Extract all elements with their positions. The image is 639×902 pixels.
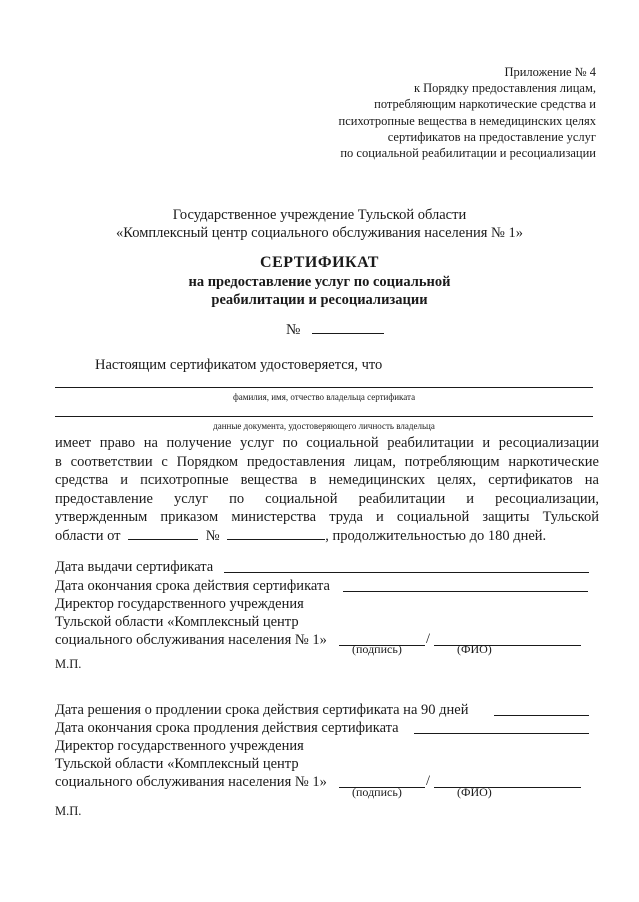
appendix-line: сертификатов на предоставление услуг bbox=[387, 129, 596, 144]
issue-date-label: Дата выдачи сертификата bbox=[55, 559, 214, 575]
appendix-line: к Порядку предоставления лицам, bbox=[413, 81, 596, 96]
certificate-number bbox=[286, 322, 384, 339]
director-label: Тульской области «Комплексный центр bbox=[55, 614, 299, 630]
fio-caption-label: (ФИО) bbox=[457, 642, 492, 656]
order-date-blank[interactable] bbox=[128, 539, 198, 540]
number-blank[interactable] bbox=[312, 333, 384, 334]
issue-date-blank[interactable] bbox=[224, 572, 589, 573]
appendix-line: по социальной реабилитации и ресоциализации bbox=[340, 146, 596, 161]
body-line: средства и психотропные вещества в немедицинских целях, сертификатов на bbox=[55, 472, 599, 489]
extension-end-blank[interactable] bbox=[414, 733, 589, 734]
end-date-blank[interactable] bbox=[343, 591, 588, 592]
signature-caption: (подпись) bbox=[352, 785, 402, 799]
title-sub: реабилитации и ресоциализации bbox=[211, 292, 428, 308]
intro-text: Настоящим сертификатом удостоверяется, что bbox=[95, 357, 383, 373]
fio-caption: фамилия, имя, отчество владельца сертификата bbox=[232, 392, 416, 402]
director-label: Директор государственного учреждения bbox=[55, 596, 304, 612]
director-label: социального обслуживания населения № 1» bbox=[55, 632, 327, 648]
document-caption: данные документа, удостоверяющего личность владельца bbox=[213, 421, 435, 431]
stamp-placeholder: М.П. bbox=[55, 804, 82, 818]
extension-date-label: Дата решения о продлении срока действия сертификата на 90 дней bbox=[55, 702, 469, 718]
stamp-placeholder: М.П. bbox=[55, 657, 82, 671]
extension-end-label: Дата окончания срока продления действия сертификата bbox=[55, 720, 399, 736]
organization-name bbox=[0, 206, 639, 242]
appendix-line: потребляющим наркотические средства и bbox=[374, 97, 596, 112]
order-number-label: № bbox=[205, 527, 220, 544]
director-label: Директор государственного учреждения bbox=[55, 738, 304, 754]
body-text-fragment: области от bbox=[55, 527, 121, 544]
body-line: утвержденным приказом министерства труда и социальной защиты Тульской bbox=[55, 509, 599, 526]
document-blank-line[interactable] bbox=[55, 416, 593, 417]
body-paragraph bbox=[55, 434, 599, 546]
appendix-line: психотропные вещества в немедицинских целях bbox=[338, 113, 596, 128]
appendix-block bbox=[339, 64, 596, 161]
order-number-blank[interactable] bbox=[227, 539, 325, 540]
signature-caption: (подпись) bbox=[352, 642, 402, 656]
body-line: в соответствии с Порядком предоставления лицам, потребляющим наркотические bbox=[55, 453, 599, 470]
fio-caption-label: (ФИО) bbox=[457, 785, 492, 799]
organization-line: Государственное учреждение Тульской области bbox=[172, 207, 467, 223]
title-main: СЕРТИФИКАТ bbox=[260, 254, 379, 271]
slash-separator: / bbox=[426, 631, 431, 647]
title-sub: на предоставление услуг по социальной bbox=[188, 274, 451, 290]
body-line: предоставление услуг по социальной реабилитации и ресоциализации, bbox=[55, 490, 599, 507]
appendix-line: Приложение № 4 bbox=[504, 65, 596, 79]
body-line-last bbox=[55, 527, 599, 546]
certificate-title bbox=[0, 253, 639, 309]
director-label: Тульской области «Комплексный центр bbox=[55, 756, 299, 772]
organization-line: «Комплексный центр социального обслуживания населения № 1» bbox=[116, 225, 523, 241]
extension-date-blank[interactable] bbox=[494, 715, 589, 716]
slash-separator: / bbox=[426, 773, 431, 789]
body-line: имеет право на получение услуг по социальной реабилитации и ресоциализации bbox=[55, 435, 599, 451]
director-label: социального обслуживания населения № 1» bbox=[55, 774, 327, 790]
fio-blank-line[interactable] bbox=[55, 387, 593, 388]
number-label: № bbox=[286, 322, 301, 338]
end-date-label: Дата окончания срока действия сертификата bbox=[55, 578, 330, 594]
body-text-fragment: , продолжительностью до 180 дней. bbox=[325, 527, 547, 544]
